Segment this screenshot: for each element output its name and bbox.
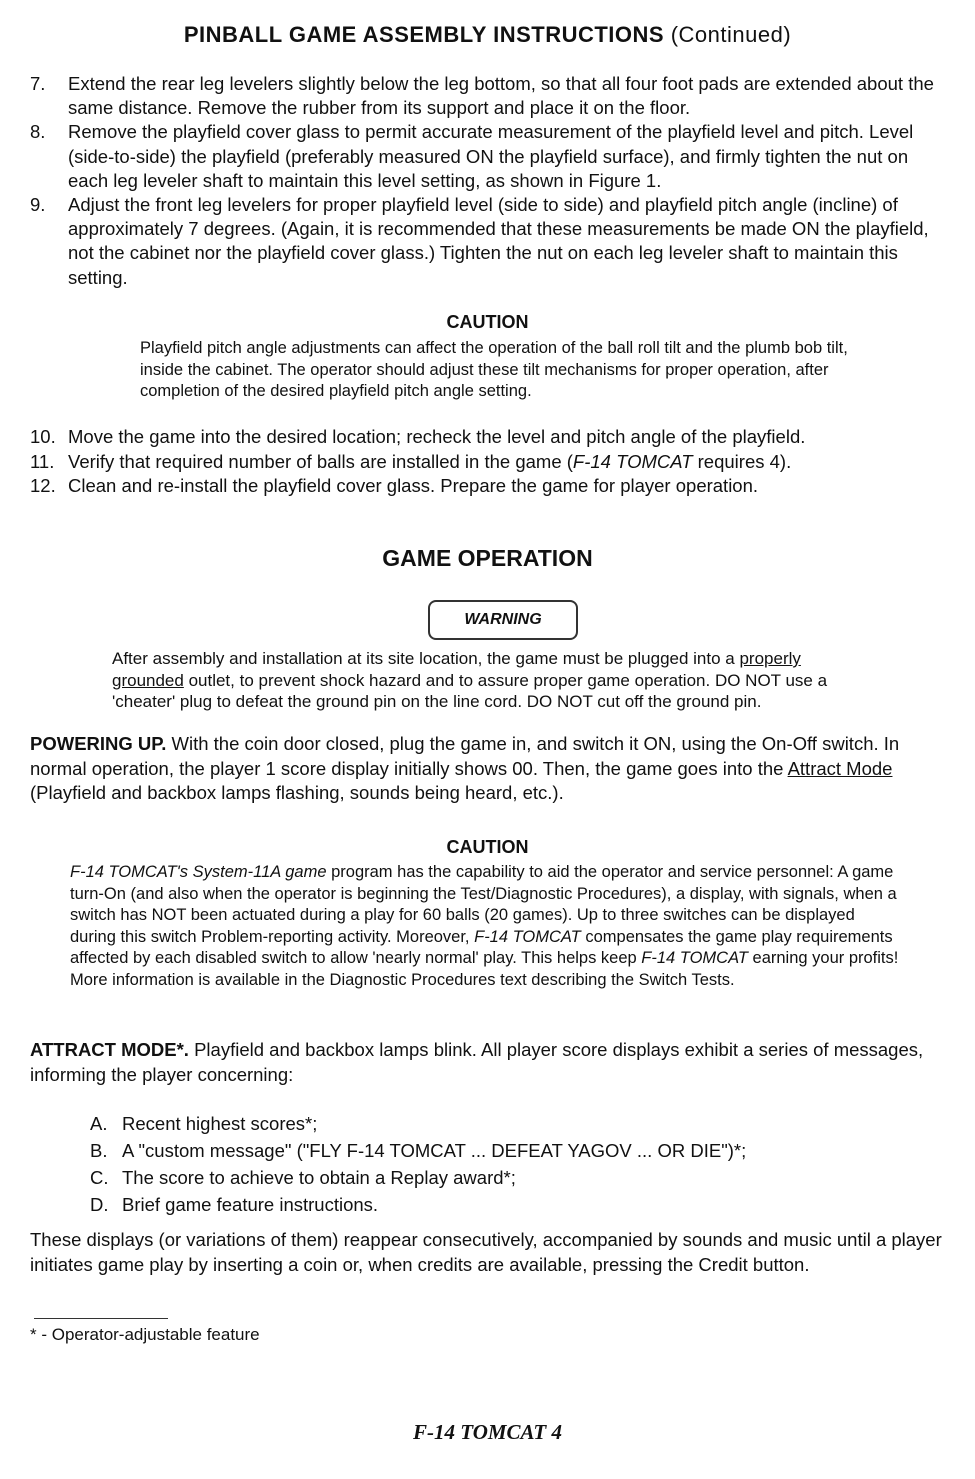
footnote-divider (34, 1318, 168, 1319)
list-item-key: B. (90, 1140, 108, 1161)
step-number: 11. (30, 450, 55, 472)
step-number: 12. (30, 475, 56, 496)
section-heading: GAME OPERATION (382, 545, 593, 571)
list-item (90, 1164, 950, 1191)
warning-text-post: outlet, to prevent shock hazard and to assure proper game operation. DO NOT use a 'cheater' plug to defeat the ground pin on the line cord. DO NOT cut off the ground pin. (112, 670, 828, 711)
step-8 (30, 120, 950, 193)
list-item-key: D. (90, 1194, 109, 1215)
warning-underline-2: grounded (112, 670, 184, 690)
warning-box: WARNING (428, 600, 578, 640)
title-text: PINBALL GAME ASSEMBLY INSTRUCTIONS (183, 22, 665, 47)
list-item-key: C. (90, 1167, 109, 1188)
caution-text-2 (70, 862, 900, 991)
caution2-text-3: earning your profits! More information is available in the Diagnostic Procedures text describing the Switch Tests. (70, 949, 899, 989)
powering-up-text-pre: With the coin door closed, plug the game in, and switch it ON, using the On-Off switch. In normal operation, the player 1 score display initially shows 00. Then, the game goes into the (30, 733, 900, 779)
step-number: 7. (30, 73, 46, 94)
warning-text (112, 648, 867, 713)
step-11 (30, 450, 950, 475)
step-text: Extend the rear leg levelers slightly below the leg bottom, so that all four foot pads are extended about the same distance. Remove the rubber from its support and place it on the floor. (68, 73, 934, 119)
powering-up-paragraph (30, 732, 945, 806)
step-text: Clean and re-install the playfield cover glass. Prepare the game for player operation. (68, 475, 759, 496)
caution-heading-2: CAUTION (446, 837, 529, 857)
list-item-text: Recent highest scores*; (122, 1113, 318, 1134)
assembly-steps-b (30, 425, 950, 499)
page-title (0, 22, 975, 48)
list-item (90, 1191, 950, 1218)
step-9 (30, 193, 950, 290)
warning-text-pre: After assembly and installation at its site location, the game must be plugged into a (112, 649, 740, 668)
step-text-pre: Verify that required number of balls are installed in the game ( (68, 450, 573, 472)
game-name: F-14 TOMCAT (572, 450, 693, 472)
step-text-post: requires 4). (692, 450, 792, 472)
step-text (68, 450, 791, 475)
caution-text: Playfield pitch angle adjustments can affect the operation of the ball roll tilt and the plumb bob tilt, inside the cabinet. The operator should adjust these tilt mechanisms for proper operation, after completion of the desired playfield pitch angle setting. (140, 339, 848, 400)
attract-mode-label: ATTRACT MODE*. (30, 1039, 189, 1060)
step-12 (30, 474, 950, 499)
list-item-text: Brief game feature instructions. (122, 1194, 379, 1215)
list-item (90, 1137, 950, 1164)
step-10 (30, 425, 950, 450)
list-item-key: A. (90, 1113, 108, 1134)
footer-game-name: F-14 TOMCAT (413, 1420, 547, 1444)
caution2-text: program has the capability to aid the operator and service personnel: A game turn-On (and also when the operator is beginning the Test/Diagnostic Procedures), a display, with signals, when a switch has NOT been actuated during a play for 60 balls (20 games). Up to three switches can be displayed during this switch Problem-reporting activity. Moreover, (70, 863, 897, 946)
powering-up-label: POWERING UP. (30, 733, 167, 754)
step-text: Remove the playfield cover glass to permit accurate measurement of the playfield level and pitch. Level (side-to-side) the playfield (preferably measured ON the playfield surface), and firmly tighten the nut on each leg leveler shaft to maintain this level setting, as shown in Figure 1. (68, 121, 914, 191)
assembly-steps-a (30, 72, 950, 290)
list-item-text: A "custom message" ("FLY F-14 TOMCAT ... DEFEAT YAGOV ... OR DIE")*; (122, 1140, 747, 1161)
warning-underline-1: properly (739, 649, 801, 668)
step-number: 8. (30, 121, 46, 143)
powering-up-text-post: (Playfield and backbox lamps flashing, sounds being heard, etc.). (30, 782, 564, 803)
attract-mode-text: Playfield and backbox lamps blink. All player score displays exhibit a series of messages, informing the player concerning: (30, 1039, 924, 1085)
footnote: * - Operator-adjustable feature (30, 1325, 260, 1344)
list-item (90, 1110, 950, 1137)
step-text: Adjust the front leg levelers for proper playfield level (side to side) and playfield pitch angle (incline) of approximately 7 degrees. (Again, it is recommended that these measurements be made ON the playfield, not the cabinet nor the playfield cover glass.) Tighten the nut on each leg leveler shaft to maintain this setting. (68, 194, 929, 288)
step-number: 10. (30, 426, 56, 447)
caution2-game-3: F-14 TOMCAT (641, 949, 748, 967)
title-continued: (Continued) (670, 22, 792, 47)
attract-mode-link: Attract Mode (787, 757, 893, 779)
caution2-game: F-14 TOMCAT (474, 927, 581, 946)
caution2-lead: F-14 TOMCAT's System-11A game (70, 863, 327, 881)
attract-message-list (90, 1110, 950, 1218)
list-item-text: The score to achieve to obtain a Replay award*; (122, 1167, 516, 1188)
caution2-text-2: compensates the game play requirements affected by each disabled switch to allow 'nearly normal' play. This helps keep (70, 927, 893, 967)
attract-mode-paragraph (30, 1038, 945, 1087)
attract-closing-paragraph: These displays (or variations of them) reappear consecutively, accompanied by sounds and music until a player initiates game play by inserting a coin or, when credits are available, pressing the Credit button. (30, 1229, 942, 1275)
step-text: Move the game into the desired location; recheck the level and pitch angle of the playfield. (68, 426, 806, 447)
step-number: 9. (30, 194, 46, 216)
page-number: 4 (551, 1420, 562, 1444)
step-7 (30, 72, 950, 120)
caution-heading: CAUTION (446, 312, 529, 332)
page-footer (0, 1420, 975, 1445)
